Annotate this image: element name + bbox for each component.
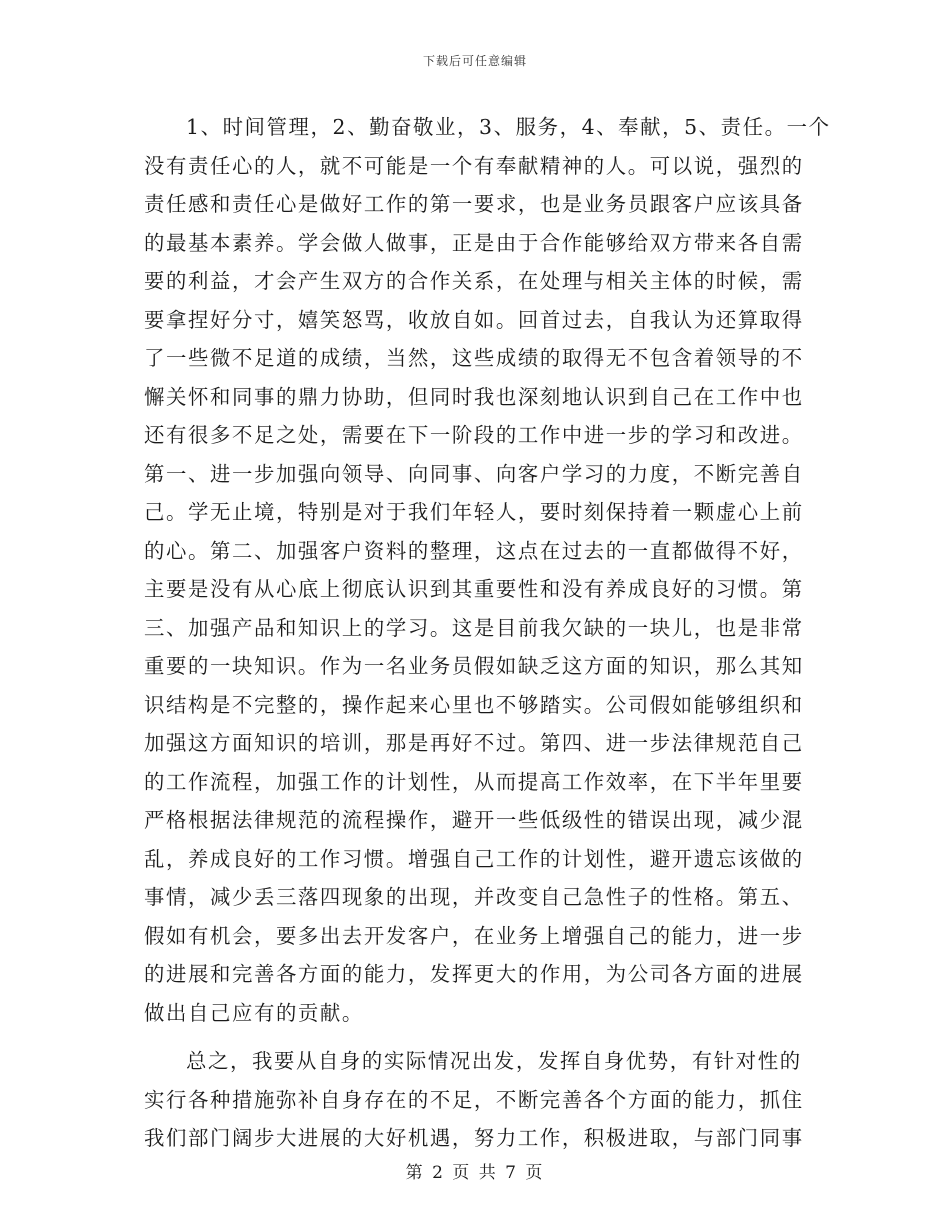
text-line: 的进展和完善各方面的能力，发挥更大的作用，为公司各方面的进展	[144, 962, 804, 986]
text-line: 责任感和责任心是做好工作的第一要求，也是业务员跟客户应该具备	[144, 192, 804, 216]
text-line: 做出自己应有的贡献。	[144, 1000, 364, 1025]
text-line: 己。学无止境，特别是对于我们年轻人，要时刻保持着一颗虚心上前	[144, 500, 804, 524]
text-line: 的工作流程，加强工作的计划性，从而提高工作效率，在下半年里要	[144, 769, 804, 794]
paragraph-2	[144, 1042, 804, 1158]
text-line: 了一些微不足道的成绩，当然，这些成绩的取得无不包含着领导的不	[144, 346, 804, 370]
text-line: 懈关怀和同事的鼎力协助，但同时我也深刻地认识到自己在工作中也	[144, 384, 804, 409]
page-footer	[0, 1158, 950, 1183]
text-line: 事情，减少丢三落四现象的出现，并改变自己急性子的性格。第五、	[144, 885, 804, 909]
document-body	[144, 108, 831, 1158]
text-line: 主要是没有从心底上彻底认识到其重要性和没有养成良好的习惯。第	[144, 577, 804, 601]
text-line: 我们部门阔步大进展的大好机遇，努力工作，积极进取，与部门同事	[144, 1126, 804, 1150]
text-line: 三、加强产品和知识上的学习。这是目前我欠缺的一块儿，也是非常	[144, 615, 804, 640]
text-line: 的最基本素养。学会做人做事，正是由于合作能够给双方带来各自需	[144, 230, 804, 255]
text-line: 1、时间管理，2、勤奋敬业，3、服务，4、奉献，5、责任。一个	[186, 115, 831, 139]
text-line: 假如有机会，要多出去开发客户，在业务上增强自己的能力，进一步	[144, 923, 804, 948]
text-line: 要的利益，才会产生双方的合作关系，在处理与相关主体的时候，需	[144, 269, 804, 293]
text-line: 第一、进一步加强向领导、向同事、向客户学习的力度，不断完善自	[144, 461, 804, 486]
text-line: 实行各种措施弥补自身存在的不足，不断完善各个方面的能力，抓住	[144, 1087, 804, 1112]
page-number-label: 第 2 页 共 7 页	[405, 1163, 545, 1183]
text-line: 严格根据法律规范的流程操作，避开一些低级性的错误出现，减少混	[144, 808, 804, 832]
text-line: 没有责任心的人，就不可能是一个有奉献精神的人。可以说，强烈的	[144, 153, 804, 178]
text-line: 的心。第二、加强客户资料的整理，这点在过去的一直都做得不好，	[144, 538, 804, 563]
text-line: 加强这方面知识的培训，那是再好不过。第四、进一步法律规范自己	[144, 731, 804, 755]
text-line: 乱，养成良好的工作习惯。增强自己工作的计划性，避开遗忘该做的	[144, 846, 804, 871]
text-line: 总之，我要从自身的实际情况出发，发挥自身优势，有针对性的	[186, 1049, 802, 1073]
paragraph-1	[144, 108, 831, 1032]
text-line: 重要的一块知识。作为一名业务员假如缺乏这方面的知识，那么其知	[144, 654, 804, 678]
text-line: 还有很多不足之处，需要在下一阶段的工作中进一步的学习和改进。	[144, 423, 804, 447]
page-header-note: 下载后可任意编辑	[422, 54, 527, 68]
text-line: 识结构是不完整的，操作起来心里也不够踏实。公司假如能够组织和	[144, 692, 804, 717]
text-line: 要拿捏好分寸，嬉笑怒骂，收放自如。回首过去，自我认为还算取得	[144, 307, 804, 332]
